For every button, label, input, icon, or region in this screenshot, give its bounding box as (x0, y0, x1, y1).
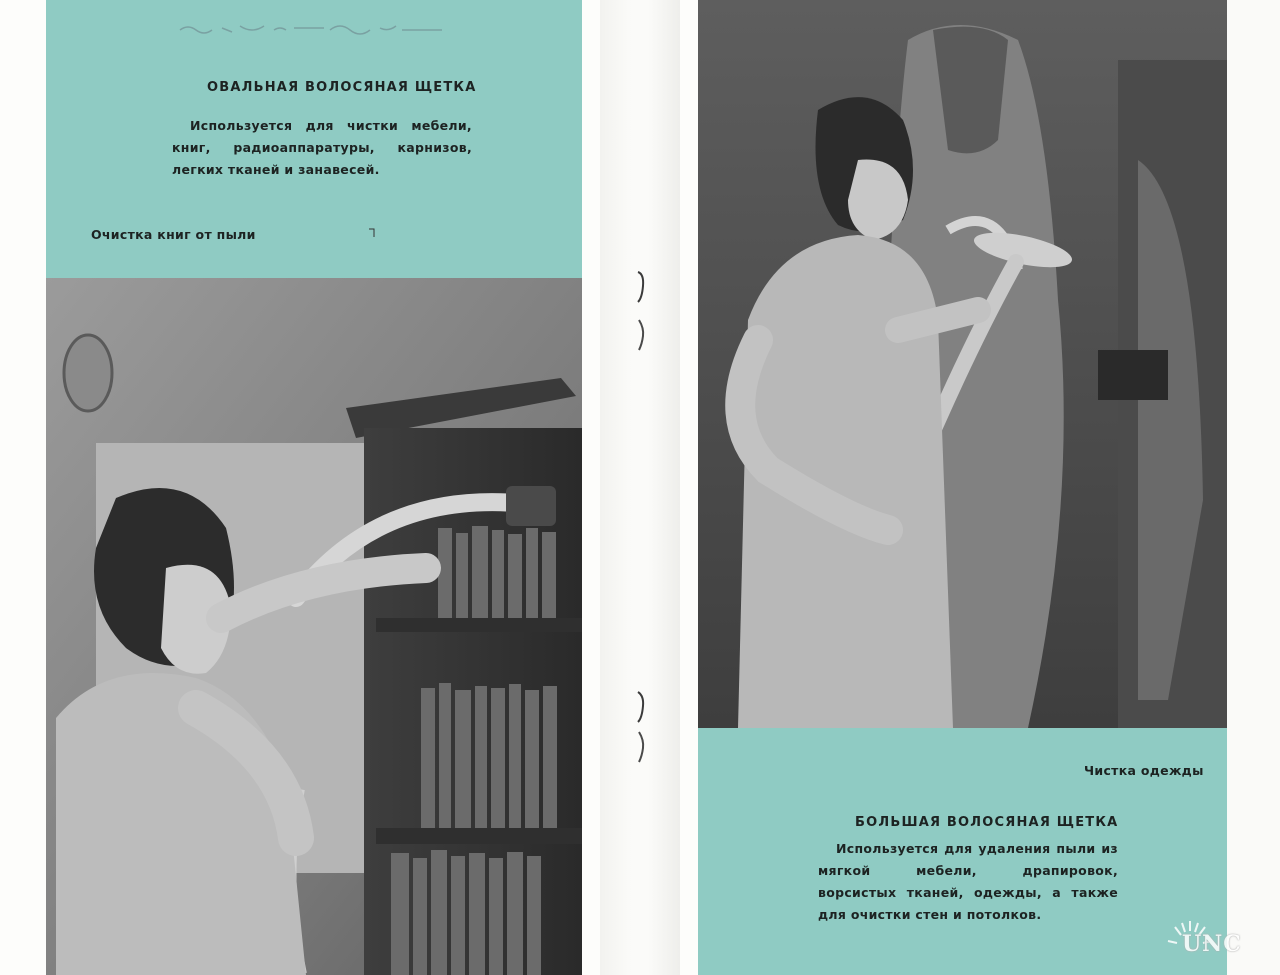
photo-woman-cleaning-coat (698, 0, 1227, 728)
right-body-text: Используется для удаления пыли из мягкой мебели, драпировок, ворсистых тканей, одежды, а также для очистки стен и потолков. (818, 841, 1118, 922)
corner-mark (368, 228, 376, 238)
left-photo (46, 278, 582, 975)
staple (634, 690, 648, 724)
faded-handwritten-stamp (170, 8, 470, 48)
right-photo-caption: Чистка одежды (1084, 763, 1204, 778)
staple (634, 318, 648, 352)
left-body-text: Используется для чистки мебели, книг, радиоаппаратуры, карнизов, легких тканей и занавесей. (172, 118, 472, 177)
watermark-text: UNC (1182, 931, 1242, 957)
staple (634, 270, 648, 304)
right-heading: БОЛЬШАЯ ВОЛОСЯНАЯ ЩЕТКА (855, 815, 1119, 830)
left-photo-caption: Очистка книг от пыли (91, 227, 256, 242)
watermark-logo (1162, 915, 1272, 971)
right-photo (698, 0, 1227, 728)
staple (634, 730, 648, 764)
page-edge (1227, 0, 1280, 975)
spine-gutter (600, 0, 680, 975)
left-heading: ОВАЛЬНАЯ ВОЛОСЯНАЯ ЩЕТКА (207, 80, 477, 95)
photo-woman-cleaning-bookshelf (46, 278, 582, 975)
